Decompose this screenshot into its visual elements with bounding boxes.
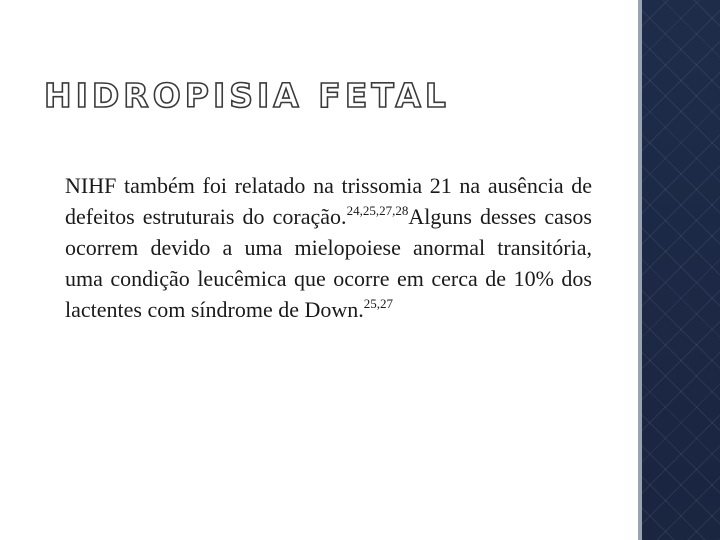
citation-superscript-2: 25,27 [363, 296, 394, 311]
body-paragraph [65, 170, 592, 325]
decorative-side-panel [642, 0, 720, 540]
body-text-part1: NIHF também foi relatado na trissomia 21 na ausência de defeitos estruturais do coração. [65, 173, 592, 229]
body-text-part2: Alguns desses casos ocorrem devido a uma mielopoiese anormal transitória, uma condição leucêmica que ocorre em cerca de 10% dos lactentes com síndrome de Down. [65, 204, 592, 322]
slide-title: HIDROPISIA FETAL [44, 76, 450, 115]
citation-superscript-1: 24,25,27,28 [346, 203, 409, 218]
